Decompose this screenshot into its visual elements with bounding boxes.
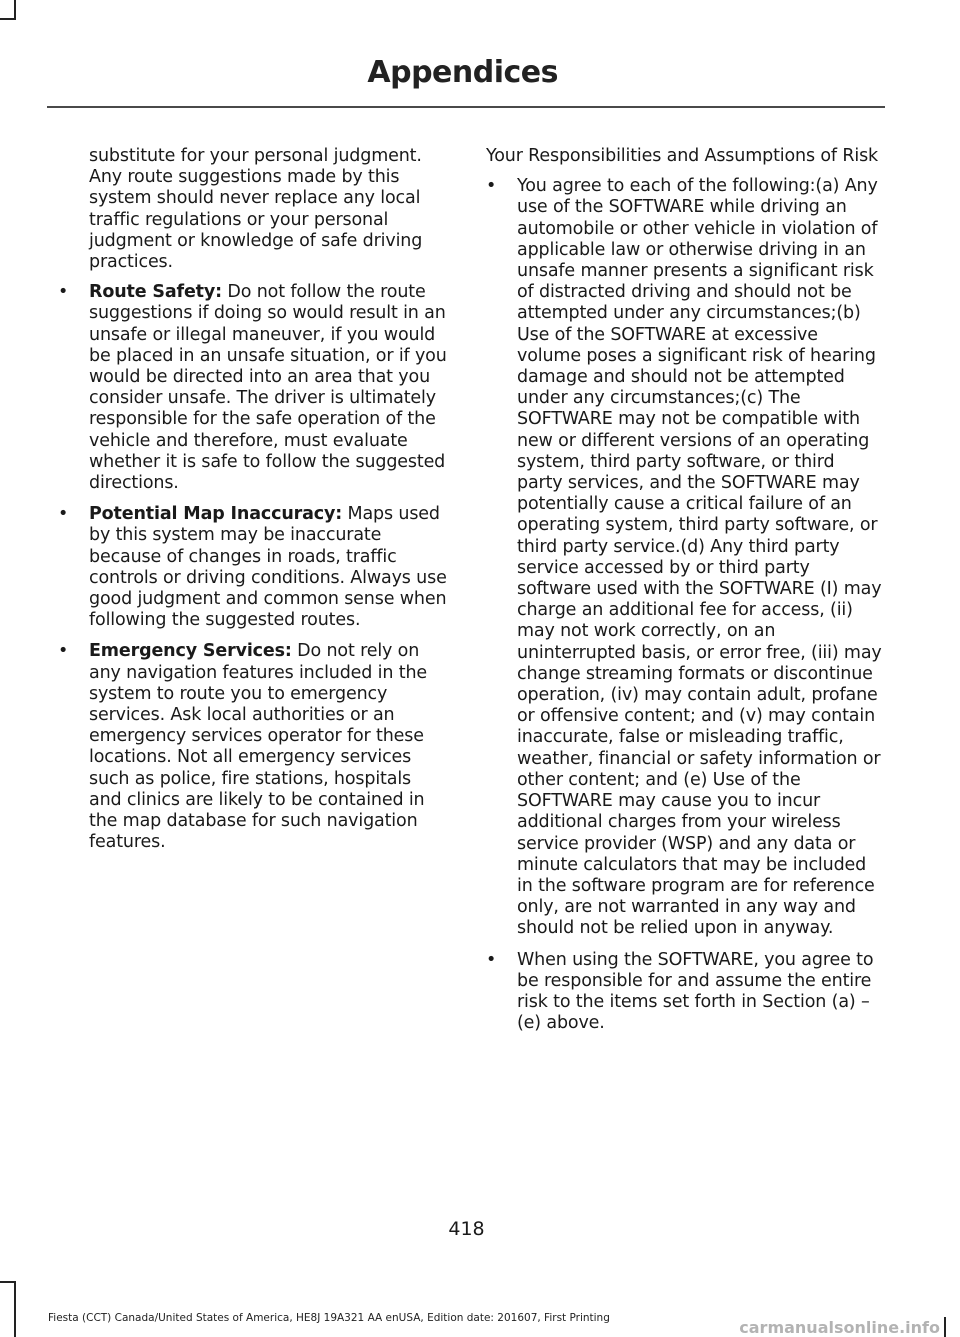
crop-mark-bottom-right-vertical bbox=[944, 1317, 946, 1337]
bullet-text: Do not follow the route suggestions if doing so would result in an unsafe or illegal maneuver, if you would be placed in an unsafe situation, or if you would be directed into an area that you consider unsafe. The driver is ultimately responsible for the safe operation of the vehicle and therefore, must evaluate whether it is safe to follow the suggested directions. bbox=[89, 282, 447, 494]
header-divider bbox=[47, 106, 885, 108]
page-title: Appendices bbox=[367, 55, 558, 90]
bullet-text: Do not rely on any navigation features included in the system to route you to emergency services. Ask local authorities or an emergency services operator for these locations. Not all emergency services such as police, fire stations, hospitals and clinics are likely to be contained in the map database for such navigation features. bbox=[89, 641, 428, 853]
list-item-responsibility bbox=[486, 950, 882, 1035]
list-item-map-inaccuracy bbox=[58, 504, 448, 631]
crop-mark-bottom-left-vertical bbox=[14, 1281, 16, 1337]
page-number: 418 bbox=[448, 1218, 485, 1240]
bullet-text: Maps used by this system may be inaccurate because of changes in roads, traffic controls or driving conditions. Always use good judgment and common sense when following the suggested routes. bbox=[89, 504, 447, 631]
section-heading: Your Responsibilities and Assumptions of Risk bbox=[486, 146, 879, 166]
bullet-term: Potential Map Inaccuracy: bbox=[89, 504, 343, 525]
list-item-emergency-services bbox=[58, 641, 448, 853]
right-column bbox=[486, 146, 882, 1044]
bullet-term: Route Safety: bbox=[89, 282, 223, 303]
watermark-logo: carmanualsonline.info bbox=[739, 1318, 940, 1337]
bullet-icon: • bbox=[58, 282, 69, 303]
bullet-text: You agree to each of the following:(a) Any use of the SOFTWARE while driving an automobile or other vehicle in violation of applicable law or otherwise driving in an unsafe manner presents a significant risk of distracted driving and should not be attempted under any circumstances;(b) Use of the SOFTWARE at excessive volume poses a significant risk of hearing damage and should not be attempted under any circumstances;(c) The SOFTWARE may not be compatible with new or different versions of an operating system, third party software, or third party services, and the SOFTWARE may potentially cause a critical failure of an operating system, third party software, or third party service.(d) Any third party service accessed by or third party software used with the SOFTWARE (I) may charge an additional fee for access, (ii) may not work correctly, on an uninterrupted basis, or error free, (iii) may change streaming formats or discontinue operation, (iv) may contain adult, profane or offensive content; and (v) may contain inaccurate, false or misleading traffic, weather, financial or safety information or other content; and (e) Use of the SOFTWARE may cause you to incur additional charges from your wireless service provider (WSP) and any data or minute calculators that may be included in the software program are for reference only, are not warranted in any way and should not be relied upon in anyway. bbox=[517, 176, 882, 939]
bullet-icon: • bbox=[486, 176, 497, 197]
footer-edition-info: Fiesta (CCT) Canada/United States of America, HE8J 19A321 AA enUSA, Edition date: 201607, First Printing bbox=[48, 1312, 610, 1324]
left-column bbox=[58, 146, 448, 864]
list-item-route-safety bbox=[58, 282, 448, 494]
bullet-text: When using the SOFTWARE, you agree to be responsible for and assume the entire risk to the items set forth in Section (a) – (e) above. bbox=[517, 949, 874, 1034]
crop-mark-top-left-vertical bbox=[14, 0, 16, 20]
bullet-icon: • bbox=[58, 641, 69, 662]
list-item-agreement bbox=[486, 176, 882, 939]
bullet-icon: • bbox=[486, 949, 497, 970]
bullet-icon: • bbox=[58, 504, 69, 525]
intro-paragraph: substitute for your personal judgment. Any route suggestions made by this system should never replace any local traffic regulations or your personal judgment or knowledge of safe driving practices. bbox=[89, 146, 423, 273]
bullet-term: Emergency Services: bbox=[89, 641, 292, 662]
crop-mark-bottom-left-horizontal bbox=[0, 1281, 16, 1283]
crop-mark-top-left-horizontal bbox=[0, 18, 16, 20]
